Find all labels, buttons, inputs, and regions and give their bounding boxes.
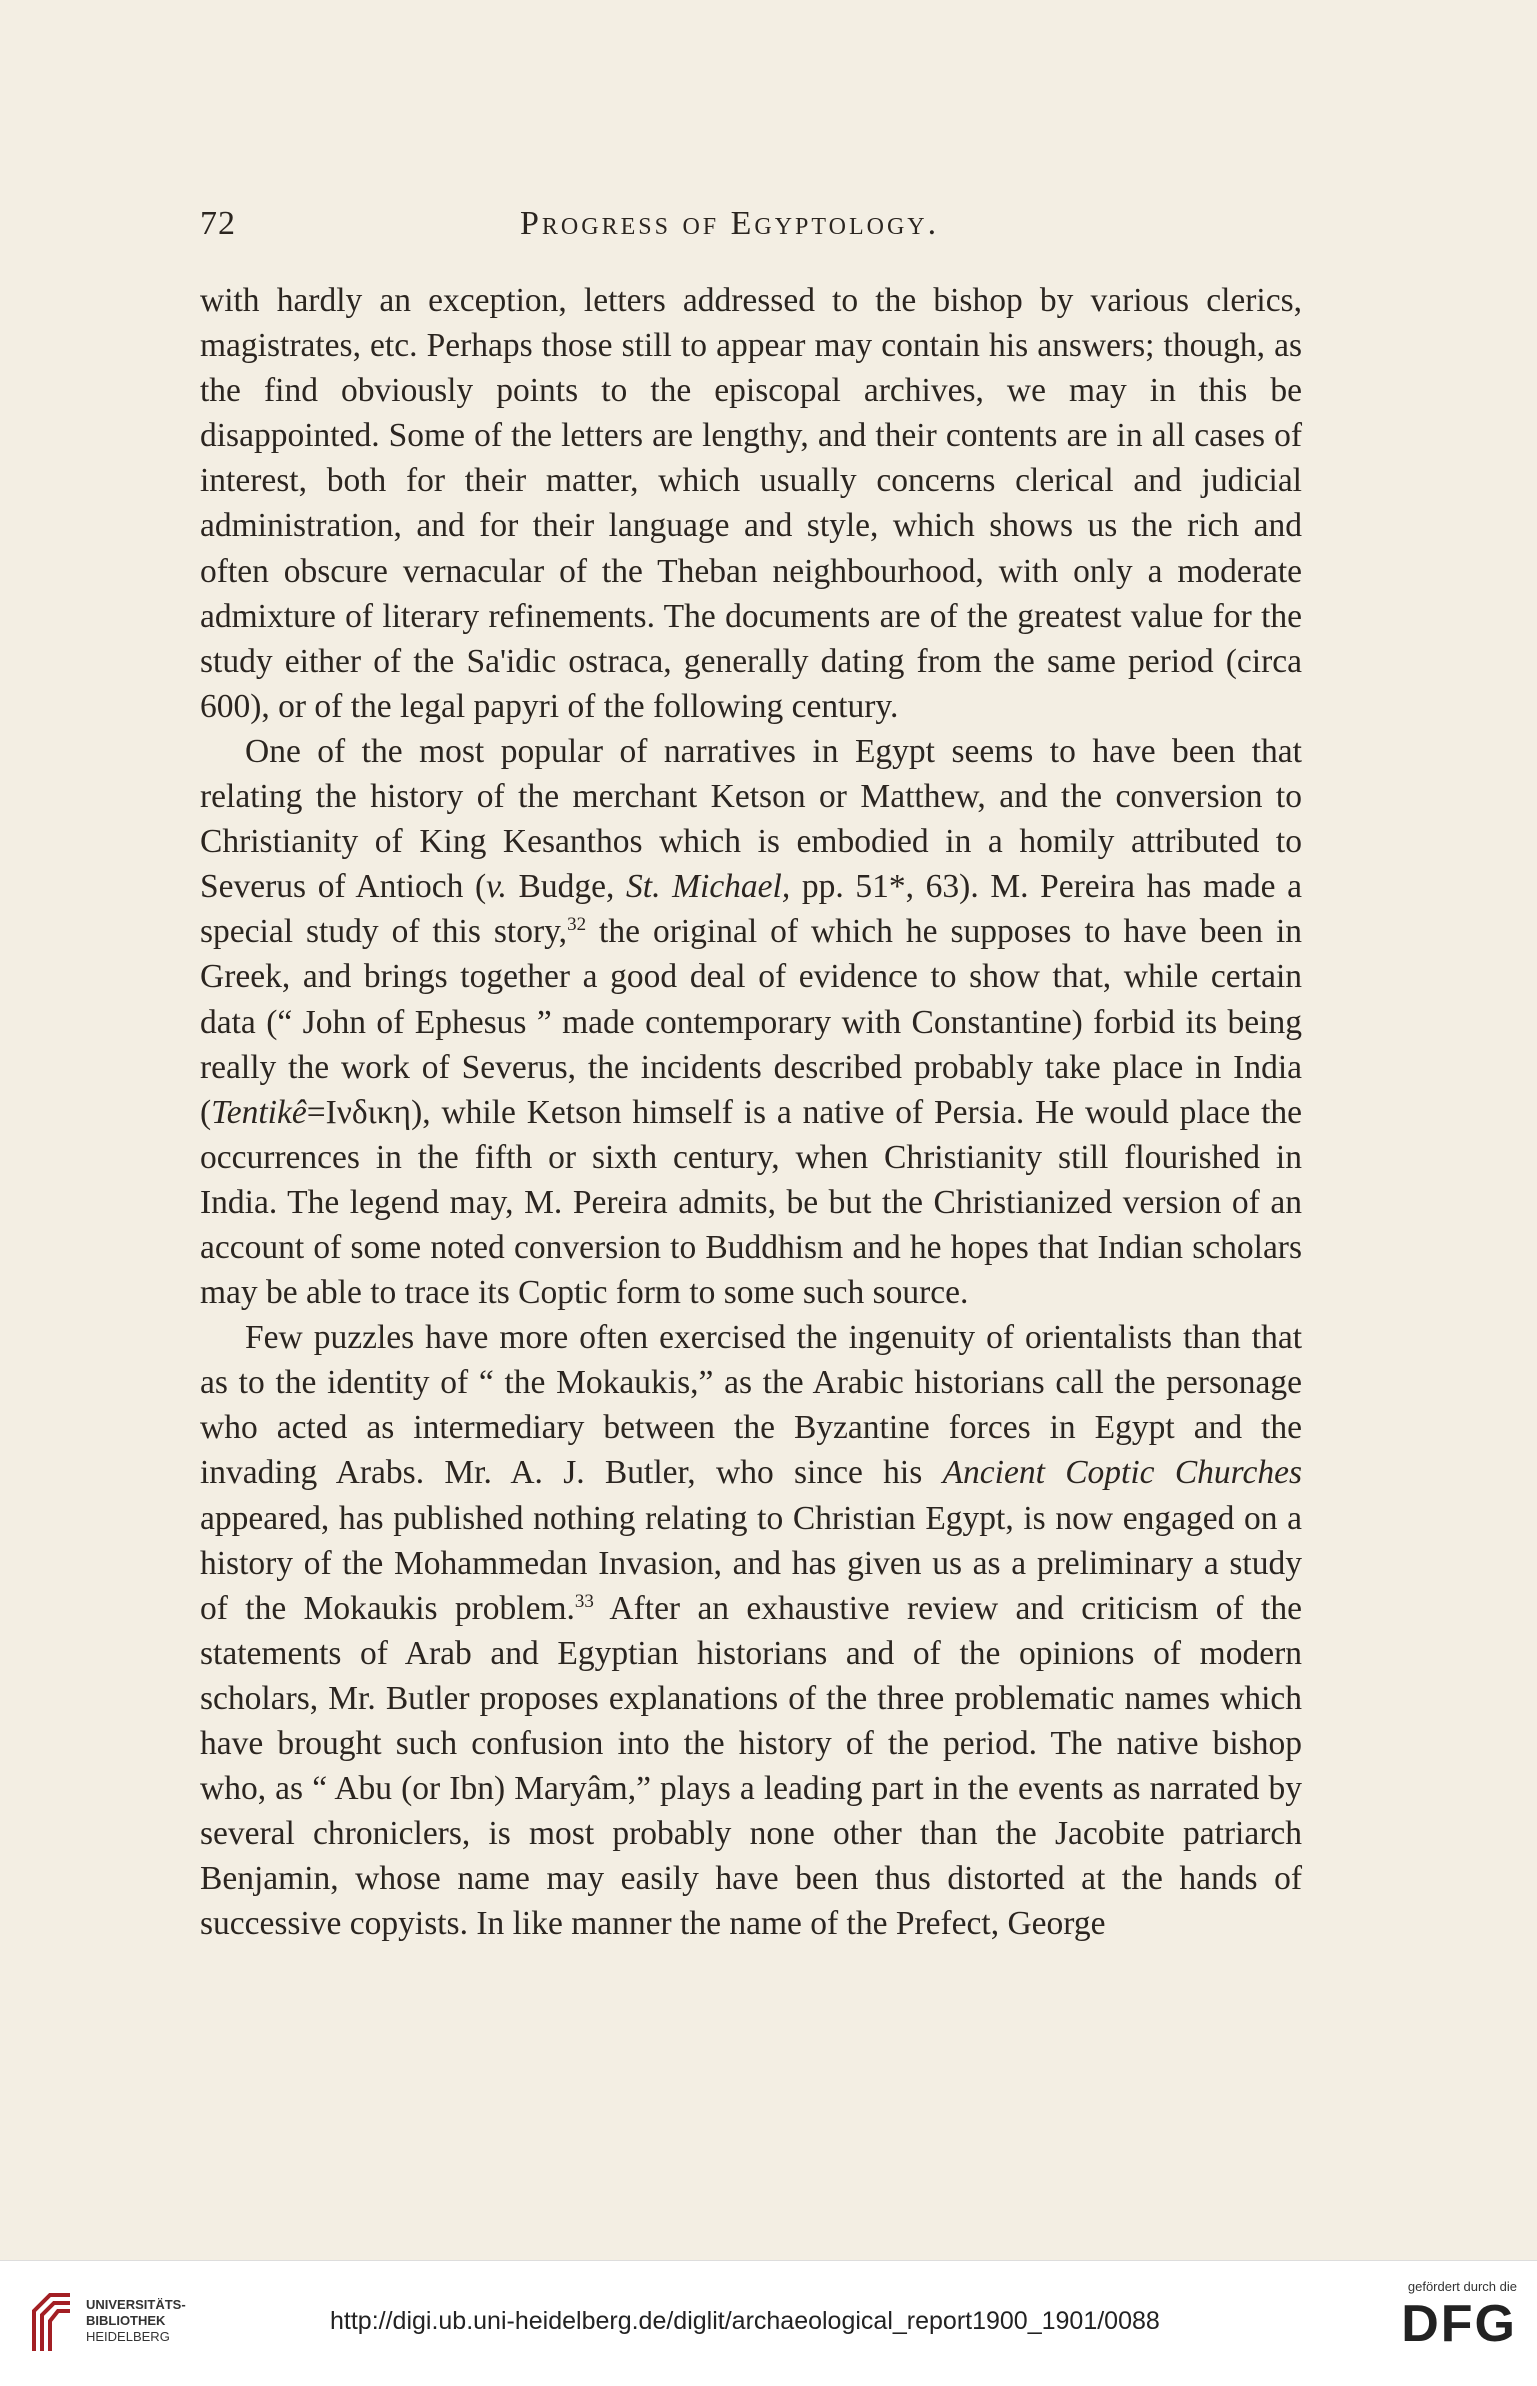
library-logo[interactable] bbox=[30, 2291, 230, 2361]
library-logo-icon bbox=[30, 2291, 74, 2355]
paragraph-2: One of the most popular of narratives in Egypt seems to have been that relating the history of the merchant Ketson or Matthew, and the conversion to Christianity of King Kesanthos which is embodied in a homily attributed to Severus of Antioch (v. Budge, St. Michael, pp. 51*, 63). M. Pereira has made a special study of this story,$^{32}$ the original of which he supposes to have been in Greek, and brings together a good deal of evidence to show that, while certain data (“ John of Ephesus ” made contemporary with Constantine) forbid its being really the work of Severus, the incidents described probably take place in India (Tentikê=Ινδικη), while Ketson himself is a native of Persia. He would place the occurrences in the fifth or sixth century, when Christianity still flourished in India. The legend may, M. Pereira admits, be but the Christianized version of an account of some noted conversion to Buddhism and he hopes that Indian scholars may be able to trace its Coptic form to some such source. bbox=[200, 732, 1303, 1312]
body-text bbox=[200, 278, 1302, 1946]
funding-logo bbox=[1367, 2279, 1517, 2374]
running-title: Progress of Egyptology. bbox=[520, 205, 940, 242]
footnote-ref-32: 32 bbox=[567, 914, 587, 936]
paragraph-3: Few puzzles have more often exercised the ingenuity of orientalists than that as to the identity of “ the Mokaukis,” as the Arabic historians call the personage who acted as intermediary between the Byzantine forces in Egypt and the invading Arabs. Mr. A. J. Butler, who since his Ancient Coptic Churches appeared, has published nothing relating to Christian Egypt, is now engaged on a history of the Mohammedan Invasion, and has given us as a preliminary a study of the Mokaukis problem.$^{33}$ After an exhaustive review and criticism of the statements of Arab and Egyptian historians and of the opinions of modern scholars, Mr. Butler proposes explanations of the three problematic names which have brought such confusion into the history of the period. The native bishop who, as “ Abu (or Ibn) Maryâm,” plays a leading part in the events as narrated by several chroniclers, is most probably none other than the Jacobite patriarch Benjamin, whose name may easily have been thus distorted at the hands of successive copyists. In like manner the name of the Prefect, George bbox=[200, 1319, 1302, 1943]
funding-caption: gefördert durch die bbox=[1407, 2279, 1517, 2294]
library-name-line1: UNIVERSITÄTS- bbox=[86, 2297, 186, 2312]
library-name-line3: HEIDELBERG bbox=[86, 2329, 170, 2344]
library-name-line2: BIBLIOTHEK bbox=[86, 2313, 166, 2328]
paragraph-1: with hardly an exception, letters addressed to the bishop by various clerics, magistrates, etc. Perhaps those still to appear may contain his answers; though, as the find obviously points to the episcopal archives, we may in this be disappointed. Some of the letters are lengthy, and their contents are in all cases of interest, both for their matter, which usually concerns clerical and judicial administration, and for their language and style, which shows us the rich and often obscure vernacular of the Theban neighbourhood, with only a moderate admixture of literary refinements. The documents are of the greatest value for the study either of the Sa'idic ostraca, generally dating from the same period (circa 600), or of the legal papyri of the following century. bbox=[200, 282, 1302, 725]
footnote-ref-33: 33 bbox=[574, 1590, 594, 1612]
page-number: 72 bbox=[200, 205, 236, 242]
running-head bbox=[200, 205, 1320, 255]
dfg-logo-icon: DFG bbox=[1401, 2295, 1517, 2353]
permalink-url[interactable]: http://digi.ub.uni-heidelberg.de/diglit/archaeological_report1900_1901/0088 bbox=[330, 2307, 1160, 2335]
viewer-footer bbox=[0, 2260, 1537, 2386]
